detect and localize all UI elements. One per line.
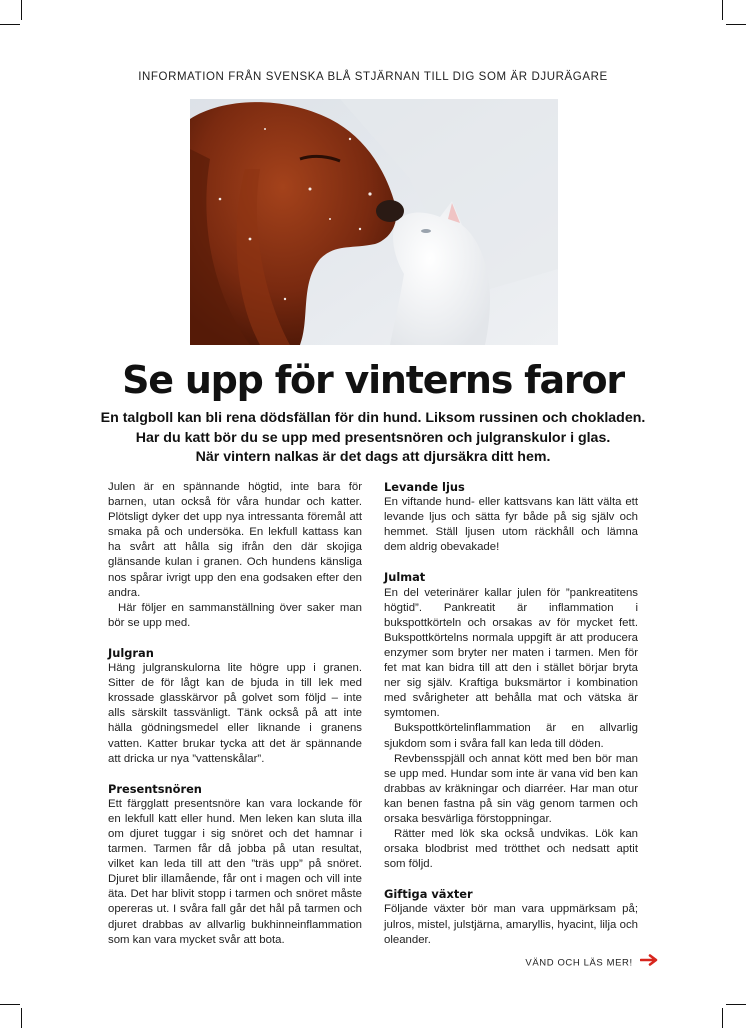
section-text-julmat: Rätter med lök ska också undvikas. Lök kan orsaka blodbrist med trötthet och nedsatt aptit som följd. [384, 828, 638, 871]
crop-mark [21, 1008, 22, 1028]
section-text-levande-ljus: En viftande hund- eller kattsvans kan lätt välta ett levande ljus och sätta fyr både på sig själv och hemmet. Ställ ljusen utom räckhåll och lämna dem aldrig obevakade! [384, 496, 638, 554]
lead-line: En talgboll kan bli rena dödsfällan för din hund. Liksom russinen och chokladen. [100, 410, 646, 426]
lead-line: Har du katt bör du se upp med presentsnören och julgranskulor i glas. [135, 429, 611, 446]
arrow-right-icon [640, 954, 660, 972]
section-text-julmat: Revbensspjäll och annat kött med ben bör man se upp med. Hundar som inte är vana vid ben kan drabbas av kräkningar och diarréer. Har man otur kan benen fastna på sin väg genom tarmen och orsaka besvärliga förstoppningar. [384, 752, 638, 825]
crop-mark [726, 1004, 746, 1005]
dog-and-cat-photo [190, 99, 558, 345]
crop-mark [0, 1004, 20, 1005]
intro-paragraph: Här följer en sammanställning över saker man bör se upp med. [108, 601, 362, 629]
crop-mark [722, 0, 723, 20]
turn-page-text: VÄND OCH LÄS MER! [525, 957, 633, 969]
section-heading-giftiga-vaxter: Giftiga växter [384, 887, 473, 902]
article-title: Se upp för vinterns faror [122, 358, 624, 402]
article-lead [60, 409, 686, 468]
crop-mark [722, 1008, 723, 1028]
section-heading-julmat: Julmat [384, 570, 426, 585]
right-column [384, 480, 638, 948]
section-heading-julgran: Julgran [108, 645, 154, 660]
crop-mark [0, 24, 20, 25]
lead-line: När vintern nalkas är det dags att djursäkra ditt hem. [195, 449, 551, 465]
section-heading-levande-ljus: Levande ljus [384, 480, 465, 494]
left-column [108, 480, 362, 948]
section-text-giftiga-vaxter: Följande växter bör man vara uppmärksam på; julros, mistel, julstjärna, amaryllis, hyacint, lilja och oleander. [384, 903, 638, 946]
crop-mark [726, 24, 746, 25]
section-text-julmat: En del veterinärer kallar julen för ”pankreatitens högtid”. Pankreatit är inflammation i bukspottkörteln och orsakas av för mycket fett. Bukspottkörtelns normala uppgift är att producera enzymer som bryter ner maten i tarmen. Men för fet mat kan bidra till att den i stället börjar bryta ner sig själv. Kraftiga buksmärtor i kombination med svårigheter att behålla mat och vätska är symtomen. [384, 586, 638, 720]
turn-page-note [470, 954, 660, 972]
page-header: INFORMATION FRÅN SVENSKA BLÅ STJÄRNAN TILL DIG SOM ÄR DJURÄGARE [138, 71, 608, 83]
intro-paragraph: Julen är en spännande högtid, inte bara för barnen, utan också för våra hundar och katter. Plötsligt dyker det upp nya intressanta föremål att smaka på och undersöka. En lekfull kattass kan ha svårt att hålla sig ifrån den där skojiga glänsande kulan i granen. Och hundens känsliga nos spårar ivrigt upp den ena godsaken efter den andra. [108, 481, 362, 599]
section-text-julmat: Bukspottkörtelinflammation är en allvarlig sjukdom som i svåra fall kan leda till döden. [384, 722, 638, 750]
section-text-presentsnoren: Ett färgglatt presentsnöre kan vara lockande för en lekfull katt eller hund. Men leken kan sluta illa om djuret tuggar i sig snöret och det hamnar i tarmen. Tarmen får då jobba på utan resultat, vilket kan leda till att den ”träs upp” på snöret. Djuret blir illamående, får ont i magen och vill inte äta. Det har blivit stopp i tarmen och snöret måste opereras ut. I svåra fall går det hål på tarmen och djuret drabbas av allvarlig bukhinneinflammation som kan vara mycket svår att bota. [108, 797, 362, 946]
crop-mark [21, 0, 22, 20]
section-text-julgran: Häng julgranskulorna lite högre upp i granen. Sitter de för lågt kan de bjuda in till lek med krossade glasskärvor på golvet som följd – inte alls särskilt tassvänligt. Tänk också på att inte hälla gödningsmedel eller liknande i granens vatten. Katter brukar tycka att det är spännande att dricka ur nya ”vattenskålar”. [108, 662, 362, 765]
section-heading-presentsnoren: Presentsnören [108, 781, 202, 796]
